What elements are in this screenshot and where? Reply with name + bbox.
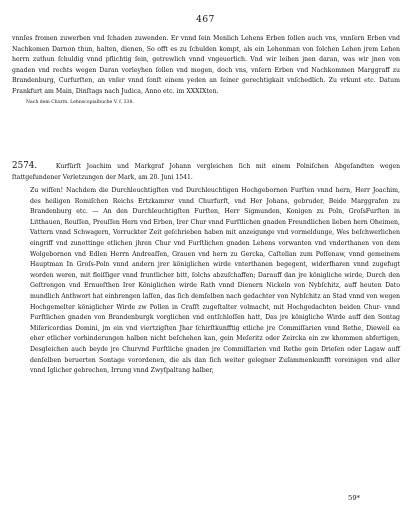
page-number: 467 xyxy=(196,15,215,25)
previous-document-ending xyxy=(12,34,400,108)
document-number: 2574. xyxy=(12,161,38,171)
body-paragraph: Zu wiſſen! Nachdem die Durchleuchtigſten vnd Durchleuchtigen Hochgebornen Furſten vnnd hern, Herr Joachim, des heiligen Romiſchen Reichs Ertzkamrer vnnd Churfurſt, vnd Her Johans, gebruder, Beide Marggrafen zu Brandenburg etc. — An den Durchleuchtigſten Furſten, Herr Sigmunden, Konigen zu Poln, GroſsFurſten in Litthauen, Reuſſen, Preuſſen Hern vnd Erben, Irer Chur vnnd Furſtlichen gnaden Freundlichen lieben hern Oheimen, Vattern vnnd Schwagern, Vorruckter Zeit geſchrieben haben mit anzeigunge vnd vormeldunge, Wes beſchwerlichen eingriff vnd zunottinge etlichen jhren Chur vnd Furſtlichen gnaden Lehens vorwanten vnd vnderthanen von dem Wolgebornen vnd Edlen Herrn Andreaſſen, Grauen vnd hern zu Gercka, Caſtellan zum Poſſenaw, vnnd gemeinem Hauptman In Groſs-Poln vnnd andern jrer königlichen wirde vnterthanen begegent, widerfharen vnnd zugefugt worden weren, mit fleiſſiger vnnd fruntlicher bitt, ſolchs abzuſchaffen; Darauff dan jre königliche wirde, Durch den Geſtrengen vnd Ernueſthen Irer Königlichen wirde Rath vnnd Dienern Nickeln von Nybſchitz, auff heuten Dato mundlich Anthwort hat einbrengen laſſen, das ſich demſelben nach gedachter von Nybſchitz an Stad vnnd von wegen Hochgemelter königlicher Wirde zw Pollen in Craſſt zugeſtalter volmacht, mit Hochgedachten beiden Chur- vnnd Furſtlichen gnaden von Brandenburgk vorglichen vnd entſchloſſen hatt, Das jre königliche Wirde auff den Sontag Miſericordias Domini, jm ein vnd viertzigſten Jhar ſchirſtkunfftig etliche jre Commiſſarien vnnd Rethe, Dieweil ea eher etlicher vorhinderungen halben nicht beſchehen kan, gein Meſeritz oder Zeircka ein zw khommen abfertigen, Desgleichen auch beyde jre Churvnd Furſtliche gnaden jre Commiſſarien vnd Rethe gein Drieſen oder Lagaw auff denſelben beruerten Sontage vorordenen, die als dan ſich weiter gelegner Zuſammenkunfft voreinigen vnd aller vnnd Iglicher gebrechen, Irrung vnnd Zwyſpaltung halber, xyxy=(30,187,400,375)
document-heading xyxy=(12,161,400,183)
signature-mark: 59* xyxy=(348,494,361,502)
continuation-paragraph: vnnſes fromen zuwerben vnd ſchaden zuwenden. Er vnnd ſein Menlich Lehens Erben ſollen auch vns, vnnſern Erben vnd Nachkomen Darnon thun, halten, dienen, So offt es zu ſchulden kompt, als ein Lehenman von ſolchen Lehen jrem Lehen herrn zuthun ſchuldig vnnd pflichtig ſein, getrewlich vnnd vngeuerlich. Vnd wir leihen jnen daran, was wir jnen von gnaden vnd rechts wegen Daran vorleyhen ſollen vnd mogen, doch vns, vnſern Erben vnd Nachkommen Marggraff zu Brandenburg, Curfurſten, an vnſer vnnd ſonſt einem yeden an ſeiner gerechtigkait vnſchedlich. Zu vrkunt etc. Datum Frankfurt am Main, Dinſtags nach Judica, Anno etc. im XXXIXten. xyxy=(12,35,400,95)
document-body xyxy=(12,186,400,377)
source-note: Nach dem Churm. Lehnscopialbuche V. f. 338. xyxy=(26,99,134,105)
document-title: Kurfürſt Joachim und Markgraf Johann vergleichen ſich mit einem Polniſchen Abgeſandten wegen ſtattgefundener Verletzungen der Mark, am 20. Juni 1541. xyxy=(12,163,401,181)
